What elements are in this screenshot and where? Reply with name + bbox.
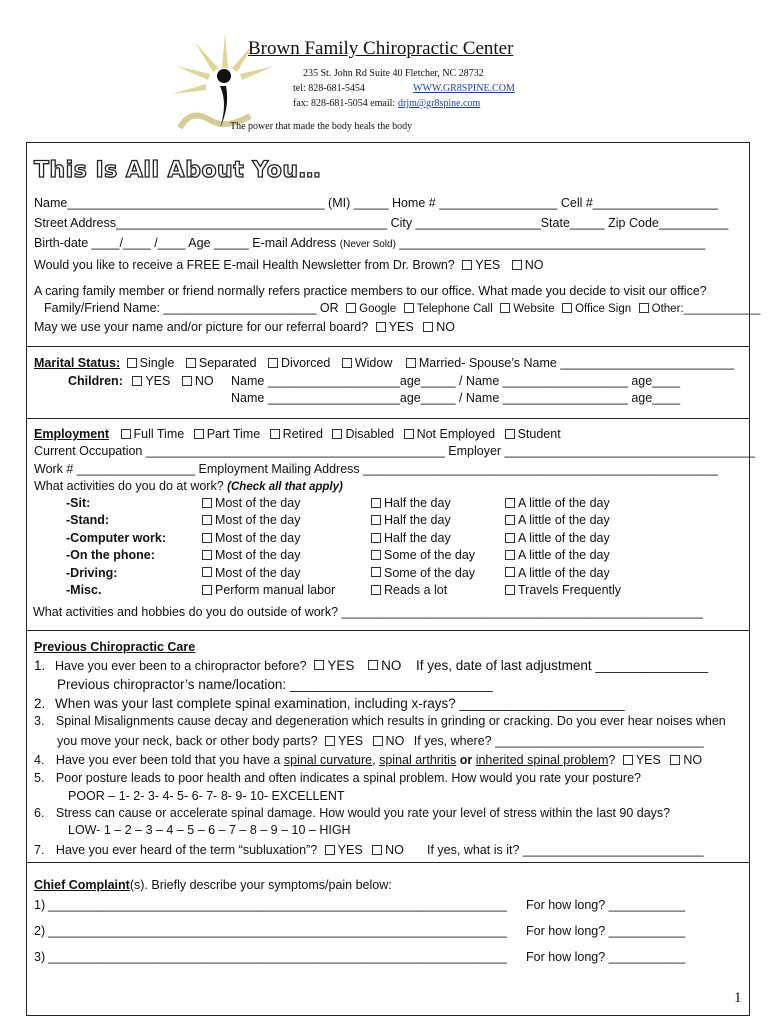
q5-label: Poor posture leads to poor health and often indicates a spinal problem. How would you rate your posture?	[55, 771, 641, 785]
children-yes-label: YES	[145, 374, 171, 388]
q4-question-mark: ?	[608, 753, 616, 767]
q1-row	[34, 658, 401, 673]
telephone-call-label: Telephone Call	[416, 303, 493, 315]
q1-no-label: NO	[381, 658, 402, 673]
part-time-label: Part Time	[206, 427, 261, 441]
activity-cell	[505, 496, 610, 510]
q3-sub-row	[57, 734, 704, 748]
telephone-call-checkbox[interactable]	[404, 303, 414, 313]
google-checkbox[interactable]	[346, 303, 356, 313]
activity-cell	[66, 513, 109, 527]
activity-cell	[66, 583, 101, 597]
activity-checkbox[interactable]	[505, 567, 515, 577]
clinic-address: 235 St. John Rd Suite 40 Fletcher, NC 28732	[303, 68, 484, 79]
activity-cell	[505, 548, 610, 562]
activity-checkbox[interactable]	[202, 515, 212, 525]
activity-option-3: A little of the day	[518, 530, 610, 545]
q2-row	[34, 696, 625, 711]
child-line-2[interactable]: Name ___________________age_____ / Name __________________ age____	[231, 391, 681, 405]
q2-label[interactable]: When was your last complete spinal examination, including x-rays? ______________________	[55, 696, 625, 711]
separated-checkbox[interactable]	[186, 358, 196, 368]
q4-label: Have you ever been told that you have a	[55, 753, 281, 767]
widow-label: Widow	[354, 356, 393, 370]
q1-label: Have you ever been to a chiropractor before?	[55, 659, 307, 673]
activity-cell	[505, 531, 610, 545]
referral-board-no-checkbox[interactable]	[423, 322, 433, 332]
activity-label: -On the phone:	[66, 548, 155, 563]
employment-row	[34, 427, 561, 441]
referral-options	[44, 301, 760, 315]
activity-checkbox[interactable]	[371, 533, 381, 543]
marital-status-label: Marital Status:	[34, 356, 121, 370]
q5-row	[34, 771, 641, 785]
activity-checkbox[interactable]	[202, 533, 212, 543]
q3-sub-label: you move your neck, back or other body parts?	[57, 734, 318, 748]
chief-complaint-heading	[34, 878, 392, 892]
q1-previous-chiropractor[interactable]: Previous chiropractor’s name/location: ___________________________	[57, 677, 493, 692]
activity-cell	[202, 566, 300, 580]
activity-checkbox[interactable]	[371, 585, 381, 595]
employment-label: Employment	[34, 427, 110, 441]
q6-scale[interactable]: LOW- 1 – 2 – 3 – 4 – 5 – 6 – 7 – 8 – 9 – 10 – HIGH	[68, 823, 351, 837]
divider	[26, 630, 750, 631]
q5-scale[interactable]: POOR – 1- 2- 3- 4- 5- 6- 7- 8- 9- 10- EXCELLENT	[68, 789, 345, 803]
complaint-field[interactable]: __________________________________________________________________	[48, 898, 507, 912]
full-time-label: Full Time	[133, 427, 185, 441]
q2-number: 2.	[34, 696, 46, 711]
newsletter-no-checkbox[interactable]	[512, 260, 522, 270]
birth-line[interactable]	[34, 236, 705, 250]
previous-care-heading: Previous Chiropractic Care	[34, 640, 196, 654]
student-label: Student	[517, 427, 561, 441]
q3-no-label: NO	[385, 734, 405, 748]
activity-cell	[202, 583, 335, 597]
q1-yes-label: YES	[327, 658, 355, 673]
activity-cell	[371, 583, 447, 597]
divorced-checkbox[interactable]	[268, 358, 278, 368]
q4-yes-checkbox[interactable]	[623, 755, 633, 765]
activity-option-1: Most of the day	[215, 530, 301, 545]
activity-cell	[371, 531, 451, 545]
marital-status-row	[34, 356, 734, 370]
clinic-email-link[interactable]: drjm@gr8spine.com	[398, 98, 481, 109]
google-label: Google	[359, 303, 397, 315]
q7-label: Have you ever heard of the term “subluxation”?	[55, 843, 318, 857]
activity-option-3: Travels Frequently	[518, 583, 622, 597]
website-label: Website	[513, 303, 555, 315]
activity-cell	[202, 531, 300, 545]
clinic-website-link[interactable]: WWW.GR8SPINE.COM	[413, 83, 515, 94]
activity-label: -Driving:	[66, 565, 118, 580]
complaint-duration-field[interactable]: For how long? ___________	[526, 950, 686, 964]
q6-number: 6.	[34, 806, 45, 820]
q7-no-label: NO	[385, 843, 404, 857]
chief-complaint-instructions: (s). Briefly describe your symptoms/pain below:	[129, 878, 392, 892]
activity-label: -Stand:	[66, 513, 110, 528]
newsletter-label: Would you like to receive a FREE E-mail Health Newsletter from Dr. Brown?	[34, 258, 455, 272]
referral-board-yes-checkbox[interactable]	[376, 322, 386, 332]
q6-label: Stress can cause or accelerate spinal damage. How would you rate your level of stress within the last 90 days?	[55, 806, 671, 820]
q7-yes-checkbox[interactable]	[325, 845, 335, 855]
single-label: Single	[139, 356, 175, 370]
activity-option-3: A little of the day	[518, 496, 610, 510]
children-yes-checkbox[interactable]	[132, 376, 142, 386]
retired-checkbox[interactable]	[270, 429, 280, 439]
activity-option-2: Half the day	[384, 513, 451, 528]
other-checkbox[interactable]	[639, 303, 649, 313]
check-all-note: (Check all that apply)	[227, 481, 343, 493]
activity-option-2: Half the day	[384, 530, 451, 545]
q4-inherited-problem: inherited spinal problem	[475, 753, 609, 767]
q4-row	[34, 753, 702, 767]
activity-checkbox[interactable]	[202, 550, 212, 560]
hobbies-line[interactable]: What activities and hobbies do you do outside of work? ____________________________________________________	[33, 605, 704, 619]
complaint-number: 3)	[34, 950, 46, 964]
activity-option-3: A little of the day	[518, 513, 610, 528]
activity-cell	[371, 513, 451, 527]
q3-no-checkbox[interactable]	[373, 736, 383, 746]
full-time-checkbox[interactable]	[121, 429, 131, 439]
q1-number: 1.	[34, 658, 46, 673]
disabled-label: Disabled	[345, 427, 395, 441]
separated-label: Separated	[198, 356, 257, 370]
activity-option-2: Some of the day	[384, 565, 476, 580]
activity-cell	[66, 566, 117, 580]
q4-spinal-arthritis: spinal arthritis	[379, 753, 457, 767]
q1-yes-checkbox[interactable]	[314, 660, 324, 670]
activity-option-2: Reads a lot	[384, 583, 448, 597]
q3-row	[34, 714, 726, 728]
retired-label: Retired	[282, 427, 323, 441]
activity-checkbox[interactable]	[202, 567, 212, 577]
q7-number: 7.	[34, 843, 45, 857]
children-no-checkbox[interactable]	[182, 376, 192, 386]
newsletter-question	[34, 258, 544, 272]
activity-option-1: Most of the day	[215, 513, 301, 528]
activities-question	[34, 479, 343, 493]
q1-last-adjustment[interactable]: If yes, date of last adjustment _______________	[416, 658, 708, 673]
complaint-duration-field[interactable]: For how long? ___________	[526, 898, 686, 912]
activity-option-2: Some of the day	[384, 548, 476, 563]
referral-intro: A caring family member or friend normally refers practice members to our office. What made you decide to visit our office?	[34, 284, 707, 298]
q3-yes-label: YES	[338, 734, 364, 748]
occupation-line[interactable]: Current Occupation ___________________________________________ Employer ____________________________________	[34, 444, 755, 458]
activity-cell	[202, 496, 300, 510]
activity-option-3: A little of the day	[518, 548, 610, 563]
q3-number: 3.	[34, 714, 45, 728]
activity-cell	[505, 513, 610, 527]
student-checkbox[interactable]	[505, 429, 515, 439]
clinic-fax: fax: 828-681-5054 email:	[293, 98, 396, 109]
q4-spinal-curvature: spinal curvature	[283, 753, 373, 767]
activity-checkbox[interactable]	[505, 515, 515, 525]
q7-no-checkbox[interactable]	[372, 845, 382, 855]
q4-number: 4.	[34, 753, 45, 767]
activity-option-2: Half the day	[384, 496, 451, 510]
complaint-field[interactable]: __________________________________________________________________	[48, 950, 507, 964]
q7-what-is-it[interactable]: If yes, what is it? __________________________	[427, 843, 704, 857]
activity-option-1: Most of the day	[215, 548, 301, 563]
activity-checkbox[interactable]	[371, 550, 381, 560]
children-label: Children:	[68, 374, 123, 388]
q4-no-label: NO	[683, 753, 703, 767]
never-sold-note: (Never Sold)	[339, 239, 396, 250]
activity-checkbox[interactable]	[371, 498, 381, 508]
activity-checkbox[interactable]	[505, 550, 515, 560]
activity-cell	[66, 531, 166, 545]
disabled-checkbox[interactable]	[332, 429, 342, 439]
referral-board-yes-label: YES	[388, 320, 414, 334]
children-no-label: NO	[194, 374, 214, 388]
newsletter-no-label: NO	[524, 258, 544, 272]
activity-checkbox[interactable]	[505, 533, 515, 543]
single-checkbox[interactable]	[127, 358, 137, 368]
q6-row	[34, 806, 670, 820]
email-blank[interactable]: ____________________________________________	[399, 236, 706, 250]
complaint-duration-field[interactable]: For how long? ___________	[526, 924, 686, 938]
q3-where[interactable]: If yes, where? ______________________________	[413, 734, 704, 748]
activity-checkbox[interactable]	[505, 498, 515, 508]
complaint-number: 2)	[34, 924, 46, 938]
chief-complaint-label: Chief Complaint	[34, 878, 130, 892]
page-number: 1	[734, 990, 742, 1006]
activity-cell	[66, 496, 90, 510]
q4-yes-label: YES	[635, 753, 661, 767]
not-employed-checkbox[interactable]	[404, 429, 414, 439]
other-label[interactable]: Other:____________	[651, 303, 761, 315]
activity-option-1: Most of the day	[215, 565, 301, 580]
married-checkbox[interactable]	[406, 358, 416, 368]
activity-cell	[202, 513, 300, 527]
complaint-field[interactable]: __________________________________________________________________	[48, 924, 507, 938]
work-line[interactable]: Work # _________________ Employment Mailing Address ___________________________________________________	[34, 462, 718, 476]
divorced-label: Divorced	[281, 356, 331, 370]
activity-option-3: A little of the day	[518, 565, 610, 580]
children-row	[68, 374, 214, 388]
q7-yes-label: YES	[337, 843, 363, 857]
office-sign-label: Office Sign	[575, 303, 632, 315]
q4-no-checkbox[interactable]	[670, 755, 680, 765]
website-checkbox[interactable]	[500, 303, 510, 313]
activity-cell	[505, 566, 610, 580]
part-time-checkbox[interactable]	[194, 429, 204, 439]
clinic-phone: tel: 828-681-5454	[293, 83, 365, 94]
q4-or: or	[459, 753, 473, 767]
not-employed-label: Not Employed	[416, 427, 496, 441]
married-label[interactable]: Married- Spouse’s Name _________________________	[418, 356, 735, 370]
activity-option-1: Most of the day	[215, 496, 301, 510]
q4-comma: ,	[372, 753, 376, 767]
widow-checkbox[interactable]	[342, 358, 352, 368]
street-line[interactable]: Street Address_______________________________________ City __________________State_____ Zip Code__________	[34, 216, 729, 230]
q3-label: Spinal Misalignments cause decay and degeneration which results in grinding or cracking. Do you ever hear noises when	[55, 714, 726, 728]
activity-checkbox[interactable]	[371, 515, 381, 525]
divider	[26, 418, 750, 419]
referral-board-label: May we use your name and/or picture for our referral board?	[34, 320, 369, 334]
activity-checkbox[interactable]	[371, 567, 381, 577]
divider	[26, 346, 750, 347]
child-line-1[interactable]: Name ___________________age_____ / Name __________________ age____	[231, 374, 681, 388]
clinic-tagline: The power that made the body heals the body	[230, 121, 413, 132]
name-line[interactable]: Name_____________________________________ (MI) _____ Home # _________________ Cell #__________________	[34, 196, 718, 210]
activity-label: -Sit:	[66, 496, 91, 510]
q3-yes-checkbox[interactable]	[325, 736, 335, 746]
activities-label: What activities do you do at work?	[34, 479, 224, 493]
activity-checkbox[interactable]	[202, 585, 212, 595]
referral-board-question	[34, 320, 455, 334]
birth-prefix: Birth-date ____/____ /____ Age _____ E-mail Address	[34, 236, 337, 250]
referral-board-no-label: NO	[436, 320, 455, 334]
family-friend-field[interactable]: Family/Friend Name: ______________________ OR	[44, 301, 339, 315]
activity-cell	[371, 548, 475, 562]
complaint-number: 1)	[34, 898, 46, 912]
activity-cell	[371, 496, 451, 510]
activity-checkbox[interactable]	[202, 498, 212, 508]
newsletter-yes-checkbox[interactable]	[462, 260, 472, 270]
q5-number: 5.	[34, 771, 45, 785]
divider	[26, 862, 750, 863]
newsletter-yes-label: YES	[475, 258, 501, 272]
q7-row	[34, 843, 404, 857]
activity-label: -Misc.	[66, 583, 102, 597]
page-title: This Is All About You…	[34, 158, 322, 183]
activity-cell	[202, 548, 300, 562]
activity-cell	[505, 583, 621, 597]
clinic-name: Brown Family Chiropractic Center	[248, 38, 514, 59]
q1-no-checkbox[interactable]	[368, 660, 378, 670]
office-sign-checkbox[interactable]	[562, 303, 572, 313]
activity-label: -Computer work:	[66, 530, 166, 545]
activity-checkbox[interactable]	[505, 585, 515, 595]
activity-cell	[371, 566, 475, 580]
activity-option-1: Perform manual labor	[215, 583, 336, 597]
activity-cell	[66, 548, 155, 562]
